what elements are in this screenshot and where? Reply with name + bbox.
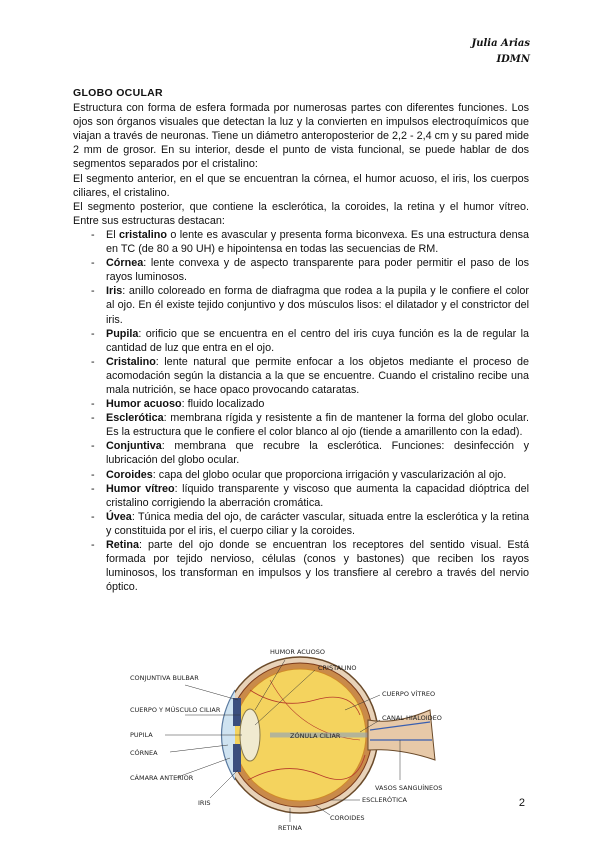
iris-lower-shape — [233, 744, 241, 772]
section-title: GLOBO OCULAR — [73, 87, 163, 99]
label-canal: CANAL HIALOIDEO — [382, 714, 442, 722]
list-item: - Conjuntiva: membrana que recubre la esclerótica. Funciones: desinfección y lubricación del globo ocular. — [73, 439, 529, 467]
document-body — [73, 86, 529, 594]
list-item: - El cristalino o lente es avascular y presenta forma biconvexa. Es una estructura densa en TC (de 80 a 90 UH) e hipointensa en todas las secuencias de RM. — [73, 228, 529, 256]
anterior-segment-paragraph: El segmento anterior, en el que se encuentran la córnea, el humor acuoso, el iris, los cuerpos ciliares, el cristalino. — [73, 172, 529, 199]
list-item: - Iris: anillo coloreado en forma de diafragma que rodea a la pupila y le confiere el color al ojo. En él existe tejido conjuntivo y dos músculos lisos: el dilatador y el constrictor del iris. — [73, 284, 529, 326]
label-vasos: VASOS SANGUÍNEOS — [375, 784, 443, 792]
list-item: - Coroides: capa del globo ocular que proporciona irrigación y vascularización al ojo. — [73, 468, 529, 482]
list-item: - Cristalino: lente natural que permite enfocar a los objetos mediante el proceso de acomodación según la distancia a la que se encuentre. Cuando el cristalino recibe una mala nutrición, se hace opaco provocando cataratas. — [73, 355, 529, 397]
subject-name: IDMN — [496, 54, 530, 65]
author-name: Julia Arias — [471, 38, 530, 49]
label-iris: IRIS — [198, 799, 211, 807]
label-esclerotica: ESCLERÓTICA — [362, 796, 408, 804]
label-cuerpo-vitreo: CUERPO VÍTREO — [382, 690, 436, 698]
label-coroides: COROIDES — [330, 814, 365, 822]
list-item: - Úvea: Túnica media del ojo, de carácter vascular, situada entre la esclerótica y la retina y constituida por el iris, el cuerpo ciliar y la coroides. — [73, 510, 529, 538]
label-humor-acuoso: HUMOR ACUOSO — [270, 648, 325, 656]
intro-paragraph: Estructura con forma de esfera formada por numerosas partes con diferentes funciones. Los ojos son órganos visuales que detectan la luz y la convierten en impulsos electroquímicos que viajan a través de neuronas. Tiene un diámetro anteroposterior de 2,2 - 2,4 cm y su pared mide 2 mm de grosor. En su interior, desde el punto de vista funcional, se puede hablar de dos segmentos separados por el cristalino: — [73, 102, 529, 171]
fovea-label: ZÓNULA CILIAR — [290, 732, 341, 740]
structures-list — [73, 228, 529, 594]
label-cristalino: CRISTALINO — [318, 664, 357, 672]
list-item: - Humor vítreo: líquido transparente y viscoso que aumenta la capacidad dióptrica del cristalino corrigiendo la aberración cromática. — [73, 482, 529, 510]
eye-anatomy-diagram — [130, 640, 460, 840]
label-conjuntiva: CONJUNTIVA BULBAR — [130, 674, 199, 682]
list-item: - Retina: parte del ojo donde se encuentran los receptores del sentido visual. Está formada por tejido nervioso, células (conos y bastones) que reciben los rayos luminosos, los transforman en impulsos y los transfiere al cerebro a través del nervio óptico. — [73, 538, 529, 594]
lens-shape — [240, 709, 260, 761]
label-cornea: CÓRNEA — [130, 749, 158, 757]
label-camara: CÁMARA ANTERIOR — [130, 774, 194, 782]
label-retina: RETINA — [278, 824, 302, 832]
list-item: - Humor acuoso: fluido localizado — [73, 397, 529, 411]
label-cuerpo-ciliar: CUERPO Y MÚSCULO CILIAR — [130, 706, 221, 714]
page-number: 2 — [518, 797, 525, 809]
iris-upper-shape — [233, 698, 241, 726]
list-item: - Esclerótica: membrana rígida y resistente a fin de mantener la forma del globo ocular. Es la estructura que le confiere el color blanco al ojo (tiende a amarillento con la edad). — [73, 411, 529, 439]
list-item: - Pupila: orificio que se encuentra en el centro del iris cuya función es la de regular la cantidad de luz que entra en el ojo. — [73, 327, 529, 355]
list-item: - Córnea: lente convexa y de aspecto transparente para poder permitir el paso de los rayos luminosos. — [73, 256, 529, 284]
posterior-segment-paragraph: El segmento posterior, que contiene la esclerótica, la coroides, la retina y el humor vítreo. Entre sus estructuras destacan: — [73, 200, 529, 227]
label-pupila: PUPILA — [130, 731, 153, 739]
